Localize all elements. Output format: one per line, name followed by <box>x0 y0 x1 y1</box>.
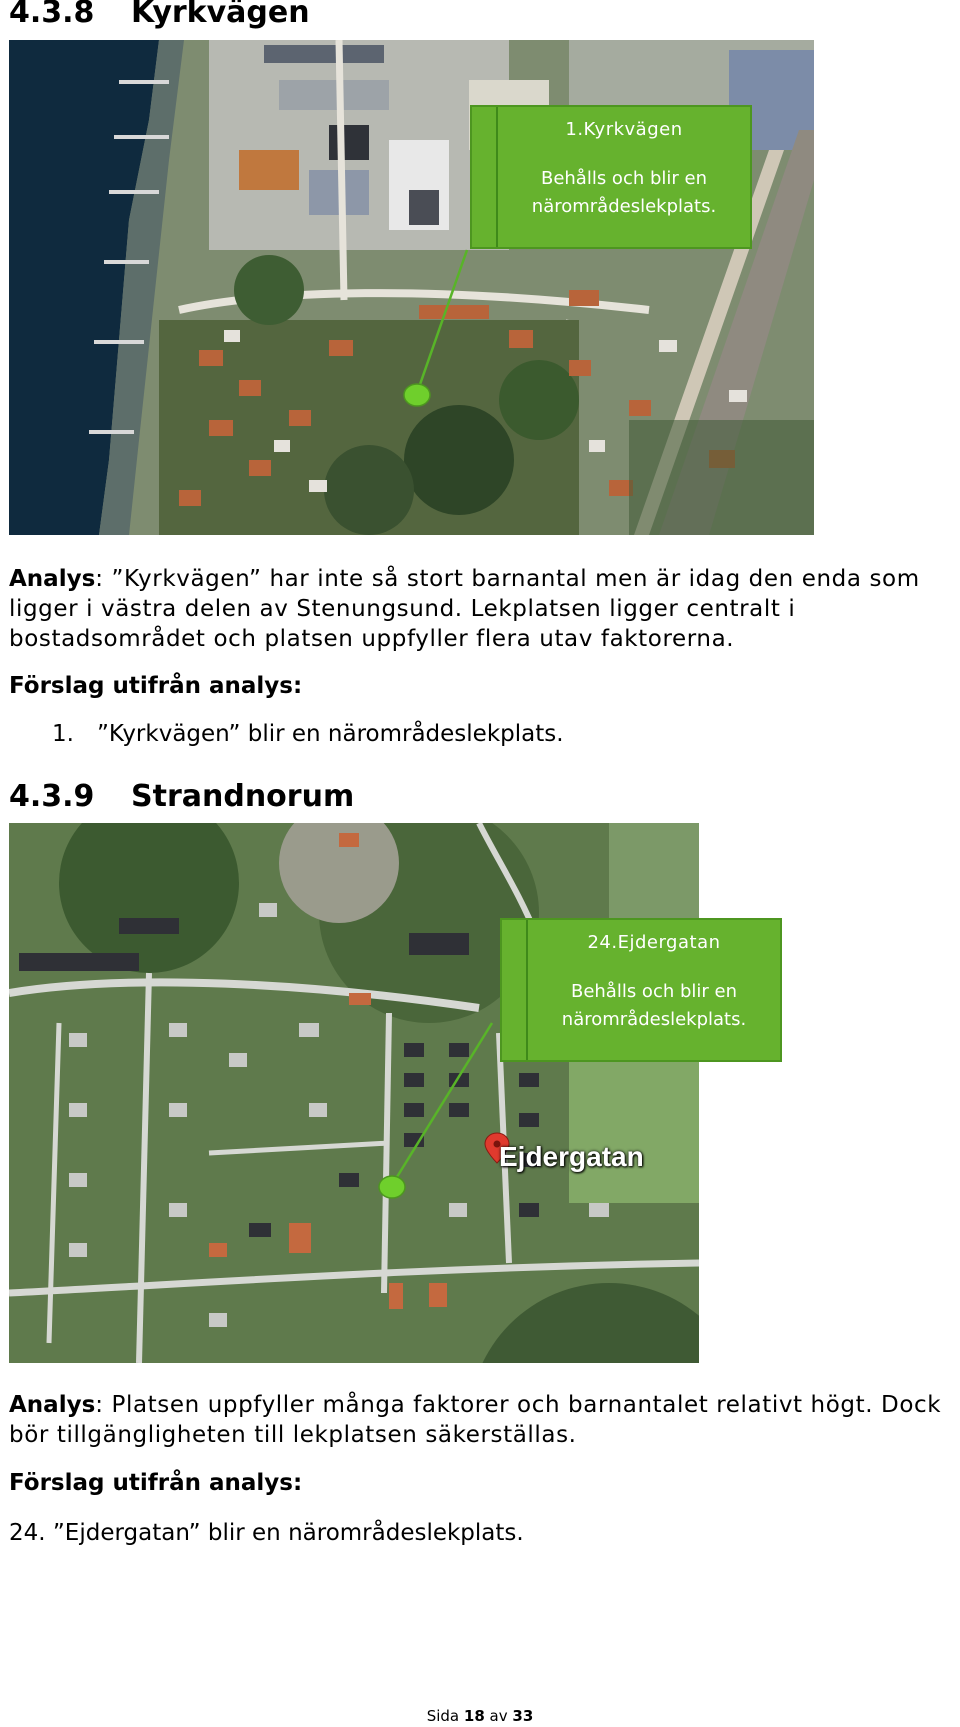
section-heading-kyrkvagen: 4.3.8 Kyrkvägen <box>9 0 310 30</box>
aerial-map-strandnorum <box>9 823 699 1363</box>
proposal-item-strandnorum: 24. ”Ejdergatan” blir en närområdeslekplats. <box>9 1520 524 1546</box>
callout-title: 24.Ejdergatan <box>587 932 721 953</box>
section-heading-strandnorum: 4.3.9 Strandnorum <box>9 779 355 814</box>
proposal-item-kyrkvagen: 1. ”Kyrkvägen” blir en närområdeslekplats. <box>52 721 564 747</box>
callout-body: Behålls och blir en närområdeslekplats. <box>531 168 717 217</box>
callout-title: 1.Kyrkvägen <box>565 119 683 140</box>
map-label-ejdergatan: Ejdergatan <box>499 1141 644 1172</box>
analysis-paragraph-strandnorum: Analys: Platsen uppfyller många faktorer och barnantalet relativt högt. Dock bör tillgängligheten till lekplatsen säkerställas. <box>9 1392 942 1448</box>
analysis-paragraph-kyrkvagen: Analys: ”Kyrkvägen” har inte så stort barnantal men är idag den enda som ligger i västra delen av Stenungsund. Lekplatsen ligger centralt i bostadsområdet och platsen uppfyller flera utav faktorerna. <box>9 566 920 652</box>
callout-ejdergatan <box>500 918 782 1062</box>
proposal-heading-kyrkvagen: Förslag utifrån analys: <box>9 673 303 699</box>
page-footer: Sida 18 av 33 <box>426 1707 534 1725</box>
callout-body: Behålls och blir en närområdeslekplats. <box>561 981 747 1030</box>
proposal-heading-strandnorum: Förslag utifrån analys: <box>9 1470 303 1496</box>
callout-kyrkvagen <box>470 105 752 249</box>
